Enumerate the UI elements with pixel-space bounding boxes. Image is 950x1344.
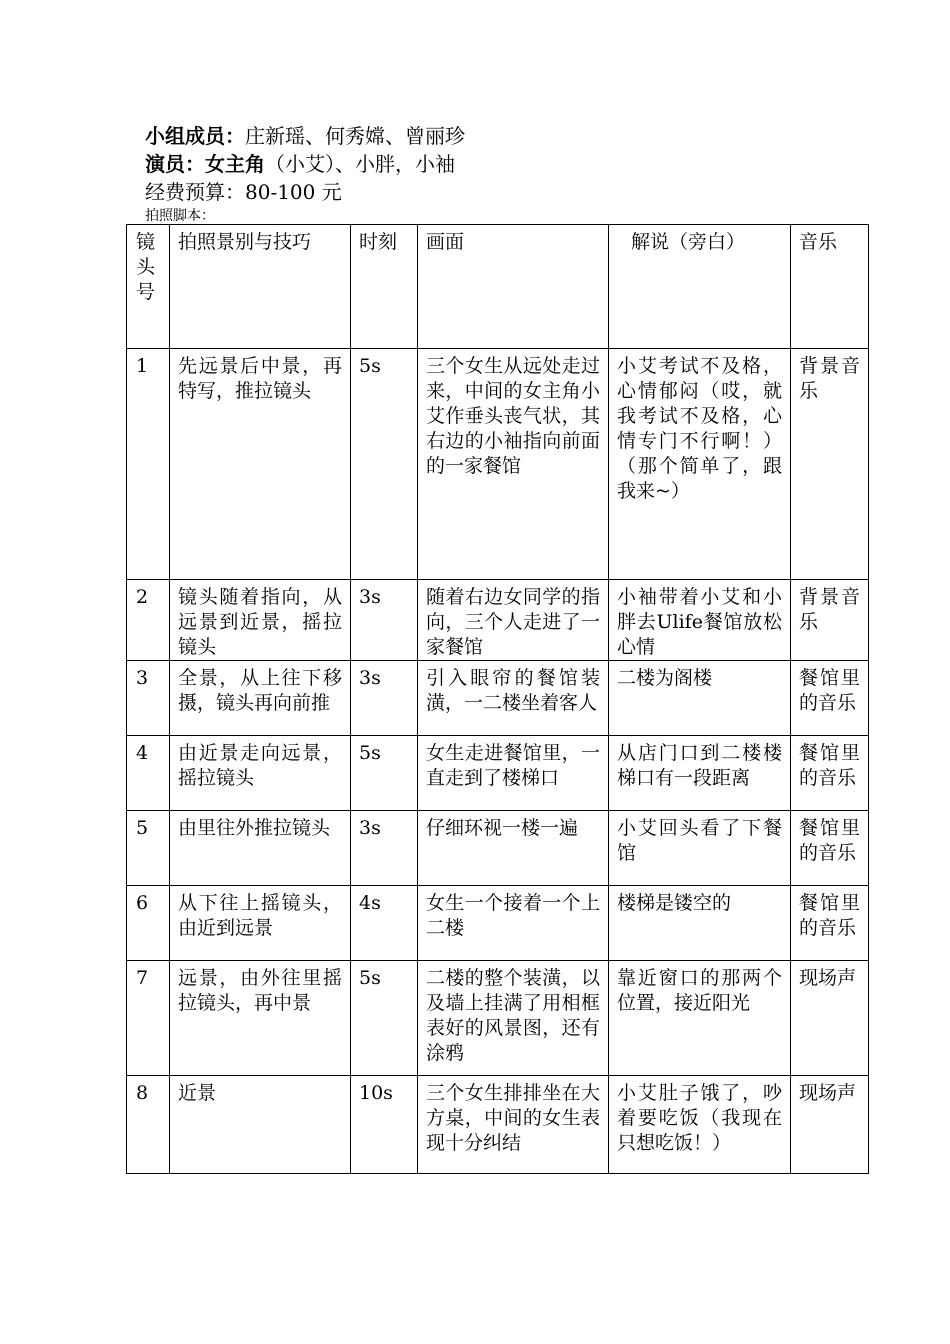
header-narration: 解说（旁白） bbox=[609, 225, 791, 349]
table-row bbox=[127, 736, 869, 811]
document-header bbox=[145, 122, 865, 226]
table-row bbox=[127, 1076, 869, 1174]
cell-time: 5s bbox=[351, 961, 418, 1076]
cell-shot: 1 bbox=[127, 349, 170, 580]
cell-shot: 5 bbox=[127, 811, 170, 886]
header-time: 时刻 bbox=[351, 225, 418, 349]
cell-shot: 4 bbox=[127, 736, 170, 811]
cell-narration: 楼梯是镂空的 bbox=[609, 886, 791, 961]
cell-picture: 随着右边女同学的指向，三个人走进了一家餐馆 bbox=[418, 580, 609, 661]
table-row bbox=[127, 661, 869, 736]
cell-time: 3s bbox=[351, 811, 418, 886]
actors-label: 演员：女主角 bbox=[145, 152, 265, 176]
cell-music: 背景音乐 bbox=[791, 580, 869, 661]
header-music: 音乐 bbox=[791, 225, 869, 349]
cell-shot: 2 bbox=[127, 580, 170, 661]
cell-music: 背景音乐 bbox=[791, 349, 869, 580]
cell-time: 10s bbox=[351, 1076, 418, 1174]
cell-music: 现场声 bbox=[791, 961, 869, 1076]
cell-picture: 引入眼帘的餐馆装潢，一二楼坐着客人 bbox=[418, 661, 609, 736]
cell-narration: 靠近窗口的那两个位置，接近阳光 bbox=[609, 961, 791, 1076]
cell-technique: 远景，由外往里摇拉镜头，再中景 bbox=[170, 961, 351, 1076]
table-row bbox=[127, 349, 869, 580]
cell-picture: 二楼的整个装潢，以及墙上挂满了用相框表好的风景图，还有涂鸦 bbox=[418, 961, 609, 1076]
cell-picture: 三个女生排排坐在大方桌，中间的女生表现十分纠结 bbox=[418, 1076, 609, 1174]
table-row bbox=[127, 580, 869, 661]
cell-time: 3s bbox=[351, 580, 418, 661]
cell-time: 3s bbox=[351, 661, 418, 736]
cell-technique: 由里往外推拉镜头 bbox=[170, 811, 351, 886]
members-label: 小组成员： bbox=[145, 124, 245, 148]
actors-line bbox=[145, 150, 865, 178]
cell-narration: 小艾考试不及格，心情郁闷（哎，就我考试不及格，心情专门不行啊！）（那个简单了，跟我来~） bbox=[609, 349, 791, 580]
header-shot: 镜头号 bbox=[127, 225, 170, 349]
cell-music: 餐馆里的音乐 bbox=[791, 886, 869, 961]
cell-narration: 小袖带着小艾和小胖去Ulife餐馆放松心情 bbox=[609, 580, 791, 661]
header-technique: 拍照景别与技巧 bbox=[170, 225, 351, 349]
cell-music: 餐馆里的音乐 bbox=[791, 661, 869, 736]
cell-shot: 8 bbox=[127, 1076, 170, 1174]
members-line bbox=[145, 122, 865, 150]
cell-technique: 先远景后中景，再特写，推拉镜头 bbox=[170, 349, 351, 580]
cell-technique: 近景 bbox=[170, 1076, 351, 1174]
cell-time: 5s bbox=[351, 349, 418, 580]
budget-line: 经费预算：80-100 元 bbox=[145, 180, 342, 204]
shooting-script-table bbox=[126, 224, 869, 1174]
cell-technique: 从下往上摇镜头，由近到远景 bbox=[170, 886, 351, 961]
table-header-row bbox=[127, 225, 869, 349]
cell-technique: 全景，从上往下移摄，镜头再向前推 bbox=[170, 661, 351, 736]
table-row bbox=[127, 961, 869, 1076]
cell-music: 现场声 bbox=[791, 1076, 869, 1174]
cell-picture: 女生走进餐馆里，一直走到了楼梯口 bbox=[418, 736, 609, 811]
cell-time: 5s bbox=[351, 736, 418, 811]
cell-shot: 3 bbox=[127, 661, 170, 736]
actors-value: （小艾）、小胖，小袖 bbox=[265, 152, 455, 176]
cell-narration: 从店门口到二楼楼梯口有一段距离 bbox=[609, 736, 791, 811]
cell-shot: 7 bbox=[127, 961, 170, 1076]
cell-technique: 由近景走向远景，摇拉镜头 bbox=[170, 736, 351, 811]
cell-narration: 小艾回头看了下餐馆 bbox=[609, 811, 791, 886]
members-value: 庄新瑶、何秀嫦、曾丽珍 bbox=[245, 124, 465, 148]
cell-music: 餐馆里的音乐 bbox=[791, 736, 869, 811]
table-row bbox=[127, 811, 869, 886]
cell-shot: 6 bbox=[127, 886, 170, 961]
script-label: 拍照脚本： bbox=[145, 208, 215, 224]
cell-picture: 三个女生从远处走过来，中间的女主角小艾作垂头丧气状，其右边的小袖指向前面的一家餐馆 bbox=[418, 349, 609, 580]
cell-time: 4s bbox=[351, 886, 418, 961]
cell-technique: 镜头随着指向，从远景到近景，摇拉镜头 bbox=[170, 580, 351, 661]
table-row bbox=[127, 886, 869, 961]
cell-music: 餐馆里的音乐 bbox=[791, 811, 869, 886]
cell-picture: 女生一个接着一个上二楼 bbox=[418, 886, 609, 961]
cell-picture: 仔细环视一楼一遍 bbox=[418, 811, 609, 886]
header-picture: 画面 bbox=[418, 225, 609, 349]
cell-narration: 二楼为阁楼 bbox=[609, 661, 791, 736]
cell-narration: 小艾肚子饿了，吵着要吃饭（我现在只想吃饭！） bbox=[609, 1076, 791, 1174]
